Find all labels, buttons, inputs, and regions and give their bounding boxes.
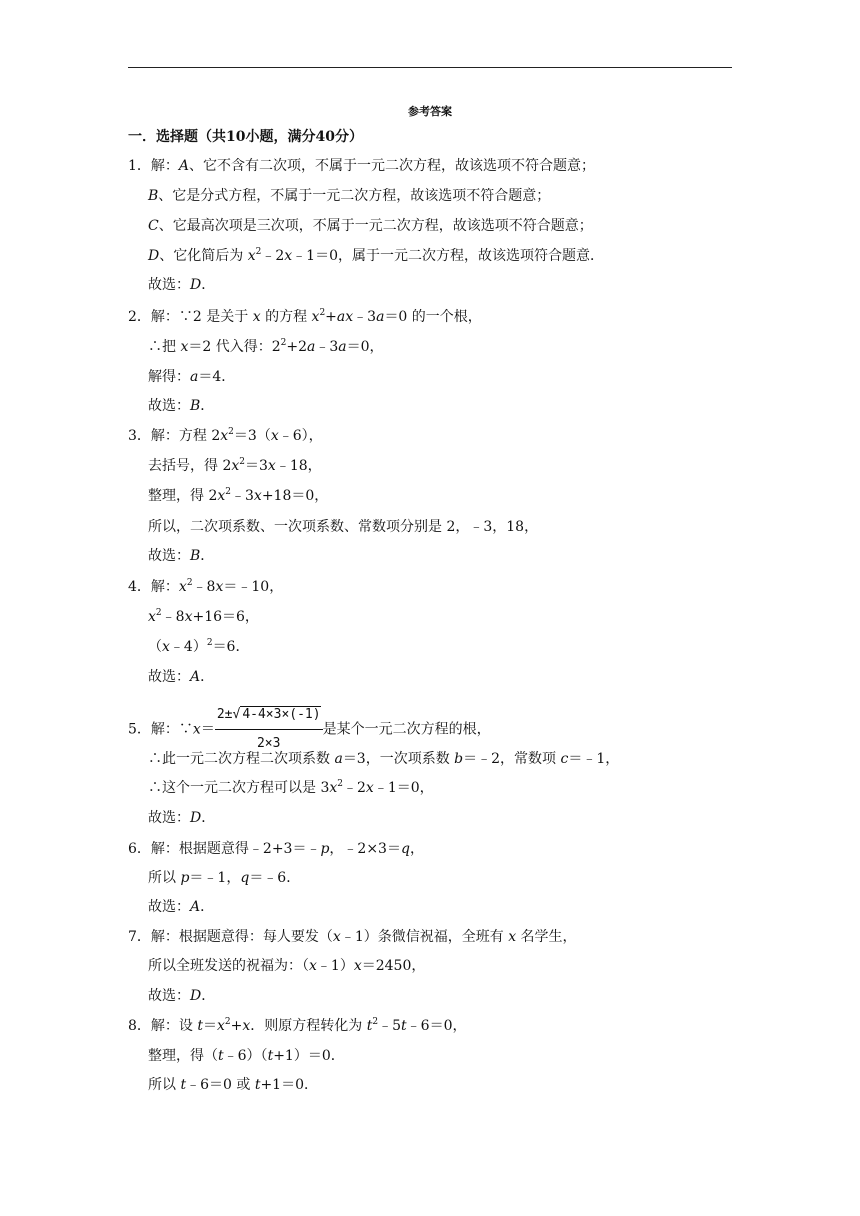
- q4-line1: 4．解：$x^2﹣8x=﹣10$，: [128, 578, 284, 595]
- q1-line1: 1．解：A、它不含有二次项，不属于一元二次方程，故该选项不符合题意；: [128, 158, 596, 174]
- q4-line3: （x﹣4）$^2$＝6．: [148, 638, 250, 655]
- q1-answer: 故选：D．: [148, 277, 216, 293]
- page-title: 参考答案: [408, 105, 452, 118]
- root-formula-fraction: [215, 702, 323, 757]
- q5-line2: ∴此一元二次方程二次项系数 a＝3，一次项系数 b＝﹣2，常数项 c＝﹣1，: [148, 751, 620, 767]
- q6-line2: 所以 p＝﹣1，q＝﹣6．: [148, 870, 301, 886]
- q1-line4: D、它化简后为 $x^2﹣2x﹣1=0$，属于一元二次方程，故该选项符合题意．: [148, 247, 604, 264]
- fraction-numerator: 2±√ 4-4×3×(-1): [215, 702, 323, 730]
- q2-line2: ∴把 x＝2 代入得：$2^2+2a﹣3a=0$，: [148, 338, 384, 355]
- q4-line2: $x^2﹣8x+16=6$，: [148, 608, 259, 625]
- q7-answer: 故选：D．: [148, 988, 216, 1004]
- section-heading: 一．选择题（共10小题，满分40分）: [128, 129, 363, 145]
- q1-line3: C、它最高次项是三次项，不属于一元二次方程，故该选项不符合题意；: [148, 218, 593, 234]
- q6-answer: 故选：A．: [148, 899, 215, 915]
- q1-line2: B、它是分式方程，不属于一元二次方程，故该选项不符合题意；: [148, 188, 551, 204]
- q3-line1: 3．解：方程 $2x^2=3(x﹣6)$，: [128, 427, 323, 444]
- q6-line1: 6．解：根据题意得﹣2+3＝﹣p，﹣2×3＝q，: [128, 841, 424, 857]
- q3-line4: 所以，二次项系数、一次项系数、常数项分别是 2，﹣3，18，: [148, 519, 539, 535]
- q7-line2: 所以全班发送的祝福为：（x﹣1）x＝2450，: [148, 958, 426, 974]
- q5-answer: 故选：D．: [148, 810, 216, 826]
- q5-line3: ∴这个一元二次方程可以是 $3x^2﹣2x﹣1=0$，: [148, 779, 434, 796]
- q8-line2: 整理，得（t﹣6）（t+1）＝0．: [148, 1048, 345, 1064]
- q2-line1: 2．解：∵2 是关于 x 的方程 $x^2+ax﹣3a=0$ 的一个根，: [128, 308, 482, 325]
- q2-answer: 故选：B．: [148, 398, 215, 414]
- q3-line3: 整理，得 $2x^2﹣3x+18=0$，: [148, 487, 329, 504]
- fraction-denominator: 2×3: [256, 736, 281, 751]
- header-rule: [128, 67, 732, 68]
- q3-answer: 故选：B．: [148, 548, 215, 564]
- q5-line1: 5．解：∵x＝ $\frac{2\pm√ 4-4\times 3\times(-1)}{2\times 3}$ 是某个一元二次方程的根，: [128, 702, 491, 757]
- q8-line3: 所以 t﹣6＝0 或 t+1＝0．: [148, 1077, 318, 1093]
- q2-line3: 解得：a＝4．: [148, 369, 236, 385]
- q7-line1: 7．解：根据题意得：每人要发（x﹣1）条微信祝福，全班有 x 名学生，: [128, 929, 577, 945]
- q4-answer: 故选：A．: [148, 669, 215, 685]
- q3-line2: 去括号，得 $2x^2=3x﹣18$，: [148, 457, 322, 474]
- q8-line1: 8．解：设 $t=x^2+x$．则原方程转化为 $t^2﹣5t﹣6=0$，: [128, 1017, 467, 1034]
